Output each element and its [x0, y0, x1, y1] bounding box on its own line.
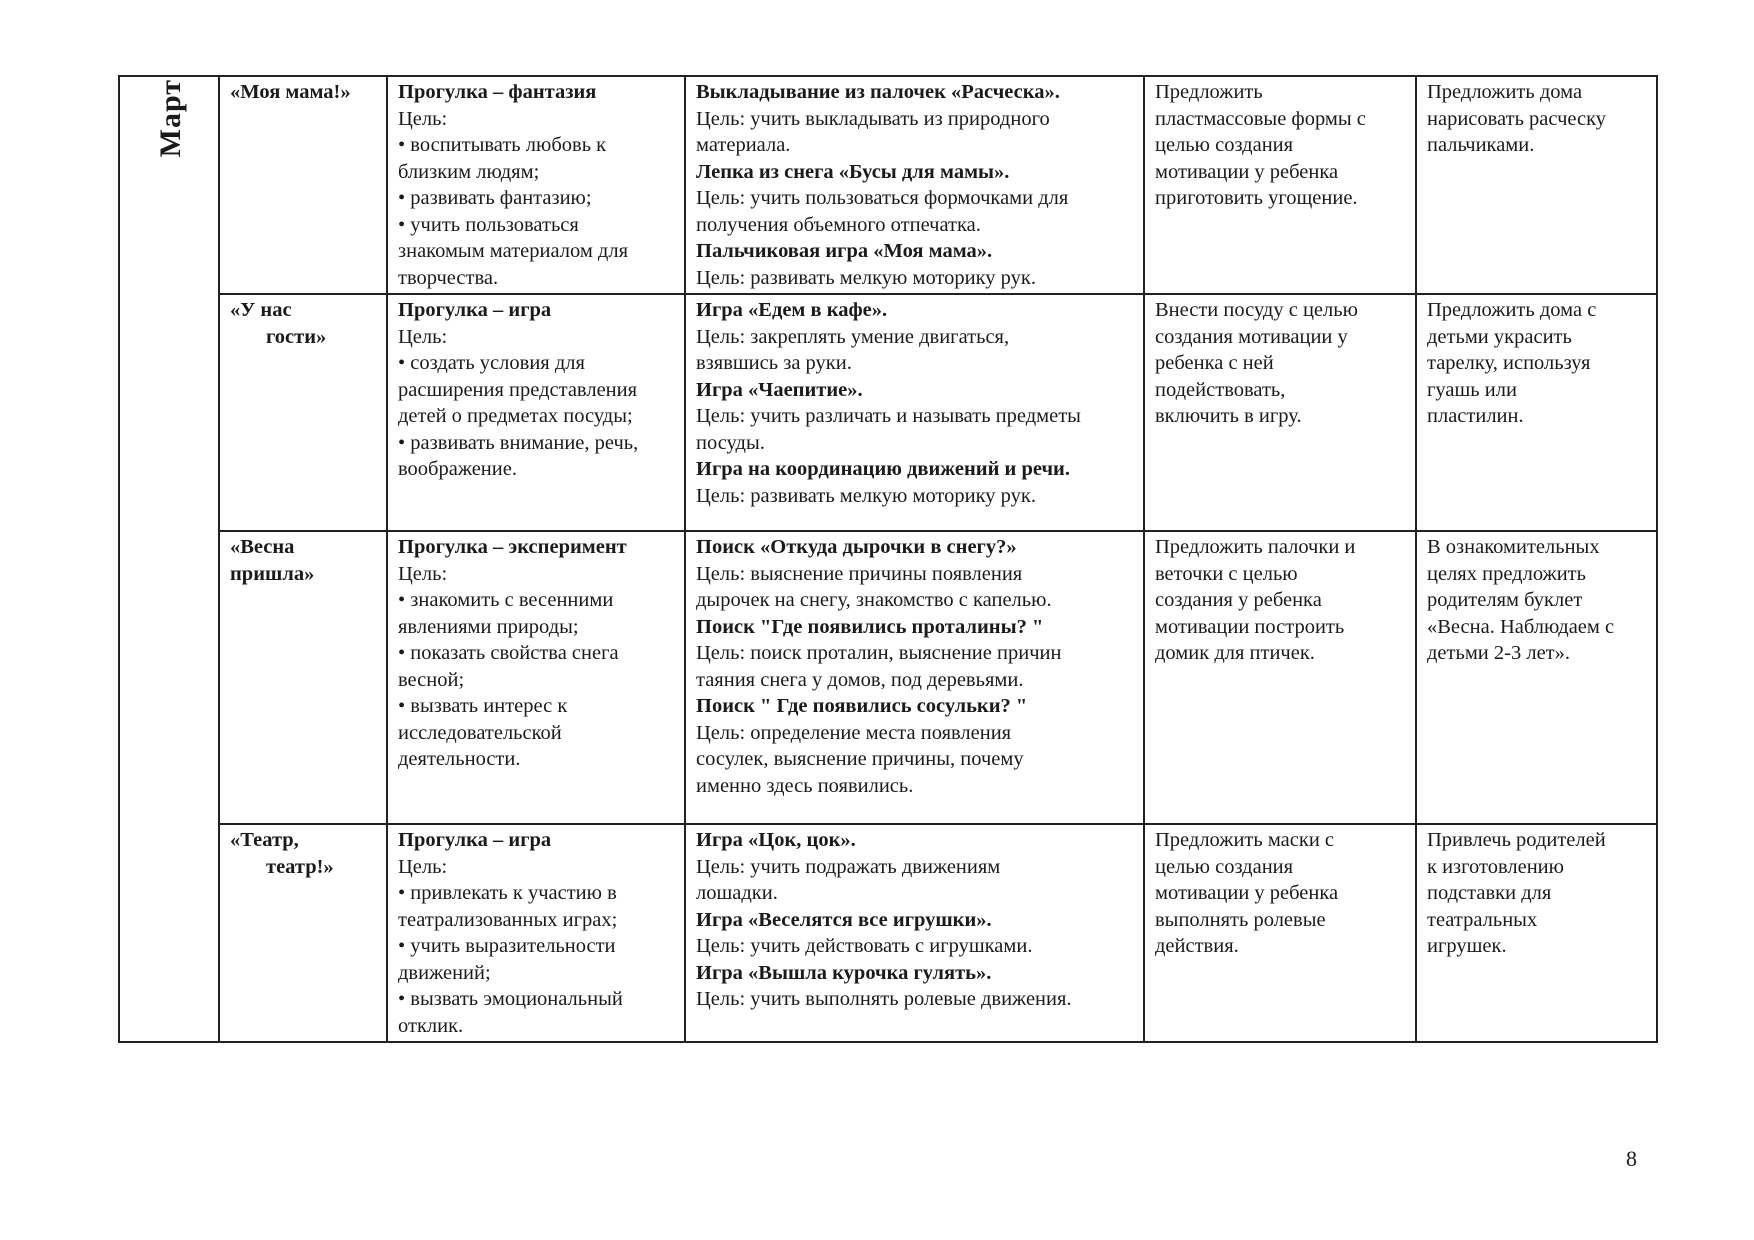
text-line: создания у ребенка [1155, 589, 1322, 611]
text-line: Цель: закреплять умение двигаться, [696, 325, 1010, 348]
activity-title: Игра «Цок, цок». [696, 829, 856, 851]
walk-cell [387, 824, 685, 1042]
text-line: детей о предметах посуды; [398, 405, 633, 427]
text-line: Цель: учить подражать движениям [696, 855, 1001, 878]
theme-title: театр!» [266, 855, 334, 878]
text-line: выполнять ролевые [1155, 908, 1326, 931]
month-cell [119, 76, 219, 1042]
page-number: 8 [1626, 1146, 1637, 1171]
text-line: «Весна. Наблюдаем с [1427, 615, 1615, 638]
text-line: весной; [398, 668, 465, 691]
text-line: Цель: [398, 562, 448, 585]
text-line: пальчиками. [1427, 134, 1535, 156]
activity-title: Поиск " Где появились сосульки? " [696, 695, 1028, 717]
activity-title: Игра на координацию движений и речи. [696, 458, 1070, 480]
text-line: расширения представления [398, 378, 638, 401]
text-line: создания мотивации у [1155, 325, 1348, 348]
walk-title: Прогулка – эксперимент [398, 536, 627, 558]
text-line: Цель: развивать мелкую моторику рук. [696, 266, 1036, 289]
text-line: явлениями природы; [398, 615, 579, 638]
text-line: деятельности. [398, 748, 521, 770]
environment-cell [1144, 76, 1416, 294]
text-line: тарелку, используя [1427, 352, 1591, 374]
text-line: движений; [398, 961, 491, 984]
parents-cell [1416, 294, 1657, 531]
text-line: Цель: учить пользоваться формочками для [696, 187, 1069, 209]
table-row [119, 531, 1657, 824]
text-line: • привлекать к участию в [398, 882, 617, 904]
text-line: отклик. [398, 1014, 464, 1037]
text-line: Предложить палочки и [1155, 536, 1356, 558]
text-line: театрализованных играх; [398, 908, 618, 931]
environment-cell [1144, 294, 1416, 531]
parents-cell [1416, 76, 1657, 294]
text-line: • знакомить с весенними [398, 589, 614, 611]
text-line: Цель: развивать мелкую моторику рук. [696, 484, 1036, 507]
walk-cell [387, 531, 685, 824]
text-line: Цель: поиск проталин, выяснение причин [696, 642, 1062, 664]
theme-cell [219, 824, 387, 1042]
text-line: Предложить дома [1427, 81, 1583, 103]
text-line: • развивать внимание, речь, [398, 431, 639, 454]
parents-cell [1416, 824, 1657, 1042]
activity-cell [685, 824, 1144, 1042]
activity-cell [685, 294, 1144, 531]
activity-title: Лепка из снега «Бусы для мамы». [696, 160, 1010, 183]
text-line: Привлечь родителей [1427, 829, 1606, 851]
theme-title: «Моя мама!» [230, 81, 351, 103]
text-line: близким людям; [398, 160, 540, 183]
text-line: Цель: учить выполнять ролевые движения. [696, 988, 1072, 1010]
table-row [119, 824, 1657, 1042]
text-line: мотивации построить [1155, 615, 1345, 638]
text-line: Предложить маски с [1155, 829, 1335, 851]
text-line: • развивать фантазию; [398, 187, 592, 209]
text-line: включить в игру. [1155, 405, 1302, 427]
text-line: пластилин. [1427, 405, 1524, 427]
activity-title: Поиск "Где появились проталины? " [696, 615, 1044, 638]
text-line: детьми 2-3 лет». [1427, 642, 1571, 664]
activity-title: Игра «Едем в кафе». [696, 299, 888, 321]
activity-title: Игра «Вышла курочка гулять». [696, 961, 992, 984]
text-line: • воспитывать любовь к [398, 134, 607, 156]
activity-cell [685, 76, 1144, 294]
text-line: Внести посуду с целью [1155, 299, 1358, 321]
text-line: детьми украсить [1427, 325, 1572, 348]
text-line: целью создания [1155, 855, 1294, 878]
text-line: Цель: учить выкладывать из природного [696, 107, 1050, 130]
text-line: • учить пользоваться [398, 213, 579, 236]
text-line: домик для птичек. [1155, 642, 1315, 664]
theme-cell [219, 531, 387, 824]
activity-cell [685, 531, 1144, 824]
walk-title: Прогулка – фантазия [398, 81, 597, 103]
text-line: театральных [1427, 908, 1538, 931]
text-line: воображение. [398, 458, 517, 480]
activity-title: Игра «Веселятся все игрушки». [696, 908, 992, 931]
text-line: получения объемного отпечатка. [696, 213, 981, 236]
text-line: родителям буклет [1427, 589, 1583, 611]
text-line: посуды. [696, 431, 765, 454]
walk-title: Прогулка – игра [398, 829, 552, 851]
table-row [119, 294, 1657, 531]
theme-title: пришла» [230, 562, 315, 585]
activity-title: Пальчиковая игра «Моя мама». [696, 240, 993, 262]
text-line: целях предложить [1427, 562, 1586, 585]
text-line: пластмассовые формы с [1155, 107, 1366, 130]
activity-title: Поиск «Откуда дырочки в снегу?» [696, 536, 1017, 558]
theme-title: гости» [266, 325, 327, 348]
theme-title: «Весна [230, 536, 295, 558]
activity-plan-table [118, 75, 1658, 1043]
text-line: материала. [696, 134, 791, 156]
walk-cell [387, 76, 685, 294]
text-line: целью создания [1155, 134, 1294, 156]
text-line: взявшись за руки. [696, 352, 852, 374]
text-line: гуашь или [1427, 378, 1517, 401]
text-line: действия. [1155, 935, 1239, 957]
text-line: ребенка с ней [1155, 352, 1274, 374]
month-label: Март [153, 79, 187, 158]
text-line: исследовательской [398, 721, 562, 744]
text-line: • вызвать эмоциональный [398, 988, 623, 1010]
text-line: приготовить угощение. [1155, 187, 1358, 209]
text-line: творчества. [398, 266, 499, 289]
activity-title: Игра «Чаепитие». [696, 378, 863, 401]
text-line: именно здесь появились. [696, 774, 914, 797]
text-line: мотивации у ребенка [1155, 160, 1339, 183]
text-line: Цель: [398, 325, 448, 348]
text-line: Цель: учить различать и называть предметы [696, 405, 1081, 427]
walk-title: Прогулка – игра [398, 299, 552, 321]
text-line: нарисовать расческу [1427, 107, 1607, 130]
text-line: Цель: учить действовать с игрушками. [696, 935, 1033, 957]
text-line: мотивации у ребенка [1155, 882, 1339, 904]
text-line: подставки для [1427, 882, 1552, 904]
text-line: знакомым материалом для [398, 240, 629, 262]
text-line: В ознакомительных [1427, 536, 1600, 558]
text-line: Цель: [398, 855, 448, 878]
theme-cell [219, 76, 387, 294]
text-line: Цель: [398, 107, 448, 130]
text-line: подействовать, [1155, 378, 1286, 401]
text-line: • учить выразительности [398, 935, 616, 957]
text-line: таяния снега у домов, под деревьями. [696, 668, 1024, 691]
text-line: • показать свойства снега [398, 642, 619, 664]
activity-title: Выкладывание из палочек «Расческа». [696, 81, 1060, 103]
theme-title: «Театр, [230, 829, 299, 851]
text-line: • создать условия для [398, 352, 585, 374]
theme-title: «У нас [230, 299, 292, 321]
text-line: сосулек, выяснение причины, почему [696, 748, 1024, 770]
text-line: к изготовлению [1427, 855, 1564, 878]
text-line: дырочек на снегу, знакомство с капелью. [696, 589, 1052, 611]
environment-cell [1144, 824, 1416, 1042]
text-line: • вызвать интерес к [398, 695, 568, 717]
environment-cell [1144, 531, 1416, 824]
theme-cell [219, 294, 387, 531]
text-line: веточки с целью [1155, 562, 1298, 585]
table-row [119, 76, 1657, 294]
text-line: Цель: выяснение причины появления [696, 562, 1023, 585]
parents-cell [1416, 531, 1657, 824]
walk-cell [387, 294, 685, 531]
text-line: Предложить [1155, 81, 1263, 103]
text-line: игрушек. [1427, 935, 1507, 957]
text-line: лошадки. [696, 882, 778, 904]
text-line: Цель: определение места появления [696, 721, 1012, 744]
text-line: Предложить дома с [1427, 299, 1597, 321]
